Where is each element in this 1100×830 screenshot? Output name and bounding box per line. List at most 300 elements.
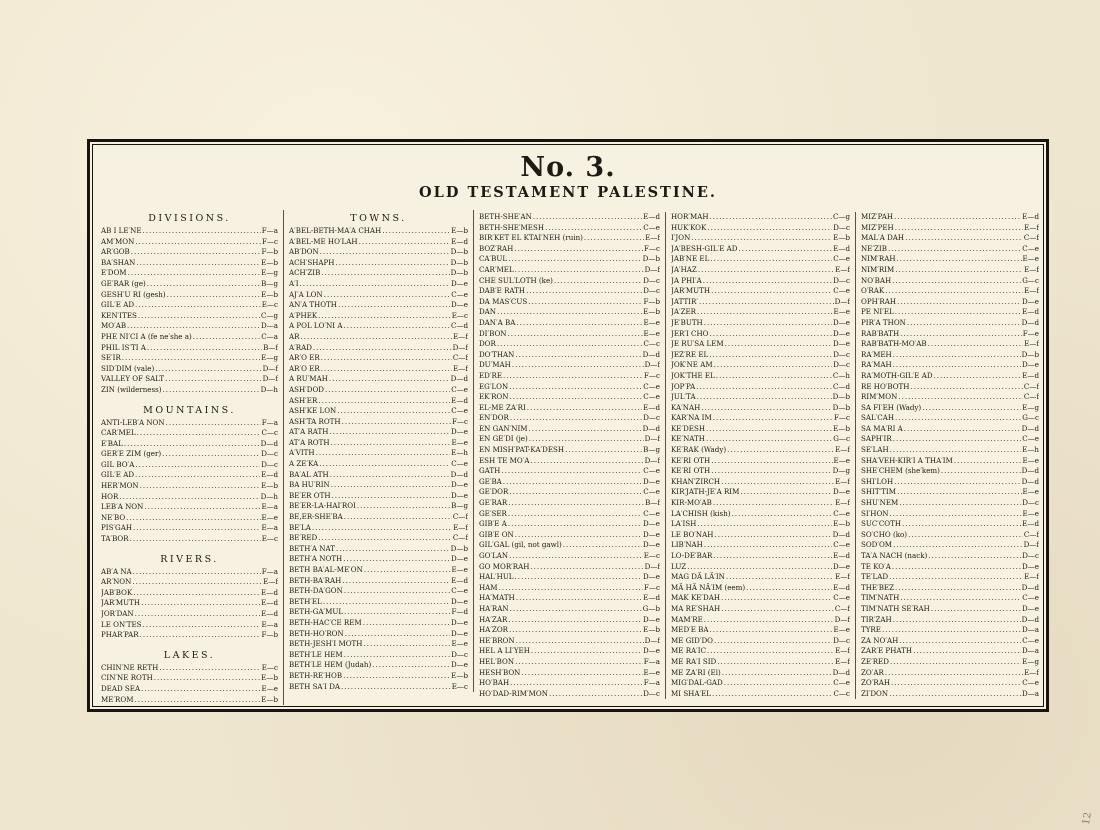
place-name: SAL′CAH	[861, 413, 895, 423]
place-entry	[861, 434, 1039, 445]
place-name: BIR′KET EL KTAI′NEH (ruin)	[479, 233, 583, 243]
place-entry	[861, 265, 1039, 276]
leader-dots	[895, 265, 1023, 276]
leader-dots	[516, 636, 644, 647]
leader-dots	[342, 576, 450, 587]
place-entry	[101, 374, 278, 385]
place-name: CA′BUL	[479, 254, 508, 264]
leader-dots	[508, 254, 642, 265]
place-name: JOP′PA	[671, 381, 696, 391]
grid-reference: F—c	[834, 413, 850, 423]
leader-dots	[706, 434, 832, 445]
place-entry	[861, 329, 1039, 340]
place-entry	[861, 466, 1039, 477]
place-name: TE KO′A	[861, 561, 891, 571]
grid-reference: E—g	[1022, 402, 1039, 412]
grid-reference: E—c	[261, 300, 278, 310]
place-name: AR′GOB	[101, 247, 130, 257]
place-name: EN GAN′NIM	[479, 423, 528, 433]
place-entry	[861, 487, 1039, 498]
place-entry	[101, 418, 278, 429]
grid-reference: C—d	[832, 381, 850, 391]
place-entry	[861, 254, 1039, 265]
grid-reference: E—b	[261, 694, 278, 704]
place-entry	[861, 371, 1039, 382]
grid-reference: D—b	[450, 543, 468, 553]
place-name: OPH′RAH	[861, 296, 897, 306]
place-name: KAR′NA IM	[671, 413, 712, 423]
leader-dots	[372, 660, 450, 671]
place-entry	[479, 276, 660, 287]
leader-dots	[155, 364, 261, 375]
grid-reference: E—e	[261, 683, 278, 693]
place-entry	[671, 646, 850, 657]
leader-dots	[941, 466, 1021, 477]
place-entry	[289, 459, 468, 470]
place-name: AB′DON	[289, 247, 319, 257]
grid-reference: E—f	[835, 498, 850, 508]
leader-dots	[897, 487, 1022, 498]
grid-reference: C—a	[261, 331, 278, 341]
place-entry	[101, 663, 278, 674]
leader-dots	[710, 212, 832, 223]
place-entry	[289, 258, 468, 269]
place-entry	[101, 609, 278, 620]
place-entry	[479, 445, 660, 456]
leader-dots	[364, 565, 451, 576]
place-entry	[671, 265, 850, 276]
leader-dots	[331, 480, 450, 491]
place-name: JA′BESH-GIL′E AD	[671, 243, 738, 253]
leader-dots	[709, 329, 832, 340]
place-entry	[671, 657, 850, 668]
grid-reference: C—c	[643, 339, 660, 349]
leader-dots	[134, 695, 260, 706]
place-entry	[861, 244, 1039, 255]
leader-dots	[713, 413, 833, 424]
place-name: ACH′ZIB	[289, 268, 321, 278]
leader-dots	[709, 350, 832, 361]
leader-dots	[913, 646, 1021, 657]
place-name: HA′ZAR	[479, 614, 508, 624]
grid-reference: C—e	[643, 392, 660, 402]
leader-dots	[508, 615, 642, 626]
place-entry	[861, 562, 1039, 573]
leader-dots	[711, 286, 832, 297]
section-spacer	[101, 641, 278, 647]
grid-reference: E—b	[833, 519, 850, 529]
grid-reference: D—f	[644, 360, 660, 370]
place-name: VALLEY OF SALT	[101, 374, 165, 384]
place-name: ANTI-LEB′A NON	[101, 417, 165, 427]
place-entry	[479, 329, 660, 340]
place-name: TA′BOR	[101, 534, 129, 544]
place-name: AR′NON	[101, 577, 132, 587]
leader-dots	[507, 329, 642, 340]
leader-dots	[323, 597, 450, 608]
leader-dots	[140, 481, 261, 492]
place-name: TYRE	[861, 625, 881, 635]
place-entry	[479, 615, 660, 626]
place-entry	[671, 487, 850, 498]
leader-dots	[885, 286, 1023, 297]
section-heading: LAKES.	[163, 649, 216, 661]
grid-reference: B—g	[451, 501, 468, 511]
grid-reference: E—e	[451, 437, 468, 447]
grid-reference: D—a	[260, 321, 278, 331]
leader-dots	[898, 392, 1023, 403]
leader-dots	[954, 456, 1022, 467]
place-name: DI′BON	[479, 328, 507, 338]
grid-reference: E—d	[1022, 307, 1039, 317]
leader-dots	[888, 244, 1021, 255]
leader-dots	[740, 487, 832, 498]
place-name: GE′DOR	[479, 487, 509, 497]
grid-reference: D—f	[262, 374, 278, 384]
grid-reference: E—e	[261, 512, 278, 522]
place-entry	[671, 434, 850, 445]
place-entry	[289, 533, 468, 544]
place-name: CIN′NE ROTH	[101, 673, 153, 683]
leader-dots	[508, 519, 642, 530]
index-column-3	[474, 212, 666, 699]
leader-dots	[554, 276, 642, 287]
section-spacer	[101, 545, 278, 551]
place-entry	[289, 396, 468, 407]
leader-dots	[510, 604, 642, 615]
leader-dots	[890, 445, 1021, 456]
place-entry	[479, 583, 660, 594]
place-name: AM′MON	[101, 236, 135, 246]
grid-reference: D—c	[643, 286, 660, 296]
place-name: BETH-HAC′CE REM	[289, 617, 362, 627]
grid-reference: E—d	[643, 402, 660, 412]
place-name: JAB′BOK	[101, 587, 133, 597]
leader-dots	[687, 562, 832, 573]
place-entry	[671, 615, 850, 626]
place-entry	[289, 237, 468, 248]
place-entry	[671, 583, 850, 594]
place-entry	[101, 364, 278, 375]
place-entry	[479, 689, 660, 700]
grid-reference: E—c	[643, 551, 660, 560]
leader-dots	[193, 332, 260, 343]
leader-dots	[713, 498, 834, 509]
place-name: A POL LO′NI A	[289, 321, 343, 331]
grid-reference: D—f	[644, 434, 660, 444]
grid-reference: C—f	[1023, 392, 1039, 402]
grid-reference: C—e	[451, 384, 468, 394]
leader-dots	[321, 364, 452, 375]
place-entry	[861, 477, 1039, 488]
grid-reference: D—d	[642, 349, 660, 359]
grid-reference: D—e	[1022, 360, 1039, 370]
grid-reference: E—e	[1022, 254, 1039, 264]
grid-reference: D—e	[643, 529, 660, 539]
place-entry	[479, 625, 660, 636]
grid-reference: D—b	[832, 402, 850, 412]
place-name: ZA NO′AH	[861, 635, 899, 645]
leader-dots	[126, 513, 260, 524]
place-name: DU′MAH	[479, 360, 511, 370]
leader-dots	[899, 498, 1021, 509]
place-entry	[101, 321, 278, 332]
grid-reference: C—e	[1022, 243, 1039, 253]
place-name: BE′LA	[289, 522, 311, 532]
place-name: ME RA′I SID	[671, 656, 717, 666]
place-name: MAK KE′DAH	[671, 593, 721, 603]
place-name: ME RA′IC	[671, 646, 707, 656]
leader-dots	[337, 406, 450, 417]
leader-dots	[515, 265, 644, 276]
grid-reference: E—d	[643, 212, 660, 221]
place-name: ME ZA′RI (El)	[671, 667, 721, 677]
place-name: BE′RED	[289, 533, 318, 543]
place-entry	[671, 329, 850, 340]
leader-dots	[907, 318, 1021, 329]
place-name: NO′BAH	[861, 275, 892, 285]
place-name: DAB′E RATH	[479, 286, 526, 296]
leader-dots	[549, 689, 642, 700]
place-name: AR′O ER	[289, 363, 320, 373]
leader-dots	[530, 562, 643, 573]
grid-reference: E—b	[261, 289, 278, 299]
place-entry	[861, 339, 1039, 350]
grid-reference: E—d	[451, 236, 468, 246]
grid-reference: E—g	[261, 353, 278, 363]
place-name: MÄ HÄ NÄ′IM (eem)	[671, 582, 746, 592]
leader-dots	[892, 562, 1021, 573]
place-name: ASH′ER	[289, 395, 318, 405]
leader-dots	[127, 321, 260, 332]
place-entry	[861, 678, 1039, 689]
place-entry	[479, 487, 660, 498]
leader-dots	[135, 609, 261, 620]
place-name: GE′BA	[479, 476, 502, 486]
leader-dots	[527, 403, 642, 414]
place-name: PHE NI′CI A (fe ne′she a)	[101, 331, 192, 341]
grid-reference: E—a	[261, 523, 278, 533]
place-entry	[861, 509, 1039, 520]
grid-reference: E—f	[1024, 667, 1039, 677]
place-name: SHI′LOH	[861, 476, 894, 486]
grid-reference: C—e	[833, 286, 850, 296]
leader-dots	[893, 434, 1022, 445]
grid-reference: C—e	[1022, 635, 1039, 645]
leader-dots	[133, 588, 260, 599]
place-name: SHA′VEH-KIR′I A THA′IM	[861, 455, 953, 465]
place-name: HAM	[479, 582, 498, 592]
leader-dots	[141, 684, 260, 695]
place-name: BE′ER OTH	[289, 490, 331, 500]
place-entry	[861, 233, 1039, 244]
place-name: LA′CHISH (kish)	[671, 508, 731, 518]
grid-reference: E—f	[835, 264, 850, 274]
grid-reference: D—c	[261, 459, 278, 469]
grid-reference: D—c	[261, 449, 278, 459]
grid-reference: D—b	[450, 247, 468, 257]
place-entry	[289, 364, 468, 375]
place-name: HAL′HUL	[479, 572, 514, 582]
place-entry	[289, 597, 468, 608]
place-name: CAR′MEL	[101, 428, 136, 438]
grid-reference: D—c	[833, 275, 850, 285]
place-name: BE′ER-LA-HAI′ROI	[289, 501, 356, 511]
place-entry	[289, 512, 468, 523]
index-column-2	[284, 210, 474, 692]
grid-reference: D—c	[833, 360, 850, 370]
grid-reference: C—g	[260, 310, 278, 320]
place-entry	[671, 625, 850, 636]
grid-reference: D—d	[1021, 423, 1039, 433]
place-name: SI′HON	[861, 508, 889, 518]
leader-dots	[512, 360, 644, 371]
place-entry	[861, 689, 1039, 700]
grid-reference: E—c	[261, 662, 278, 672]
leader-dots	[137, 428, 261, 439]
leader-dots	[893, 350, 1021, 361]
place-entry	[289, 671, 468, 682]
place-entry	[861, 212, 1039, 223]
grid-reference: E—d	[1022, 519, 1039, 529]
leader-dots	[721, 604, 834, 615]
grid-reference: C—c	[833, 688, 850, 698]
leader-dots	[363, 618, 450, 629]
place-name: MED′E BA	[671, 625, 709, 635]
place-entry	[101, 353, 278, 364]
leader-dots	[357, 501, 450, 512]
leader-dots	[167, 290, 261, 301]
leader-dots	[891, 678, 1021, 689]
place-name: AB′A NA	[101, 566, 132, 576]
grid-reference: D—d	[1021, 476, 1039, 486]
section-heading: RIVERS.	[160, 553, 219, 565]
leader-dots	[135, 300, 261, 311]
place-entry	[289, 523, 468, 534]
leader-dots	[895, 223, 1023, 234]
place-entry	[671, 540, 850, 551]
grid-reference: C—e	[643, 508, 660, 518]
grid-reference: E—f	[835, 445, 850, 455]
leader-dots	[321, 268, 449, 279]
grid-reference: C—e	[833, 254, 850, 264]
place-name: LEB′A NON	[101, 502, 144, 512]
grid-reference: B—f	[263, 342, 278, 352]
leader-dots	[515, 530, 642, 541]
place-name: LIB′NAH	[671, 540, 703, 550]
leader-dots	[144, 502, 260, 513]
leader-dots	[711, 466, 831, 477]
place-entry	[671, 551, 850, 562]
place-entry	[101, 247, 278, 258]
place-entry	[289, 448, 468, 459]
place-entry	[101, 684, 278, 695]
place-name: SHU′NEM	[861, 498, 899, 508]
grid-reference: E—d	[833, 243, 850, 253]
leader-dots	[704, 540, 832, 551]
gazetteer-frame	[87, 139, 1049, 712]
leader-dots	[163, 385, 260, 396]
place-entry	[289, 565, 468, 576]
grid-reference: D—d	[1021, 317, 1039, 327]
place-entry	[479, 593, 660, 604]
place-entry	[289, 544, 468, 555]
place-entry	[101, 268, 278, 279]
leader-dots	[565, 445, 642, 456]
place-name: MAG DÄ LÄ′IN	[671, 572, 725, 582]
place-entry	[861, 307, 1039, 318]
place-name: ZO′AR	[861, 667, 884, 677]
grid-reference: E—d	[1022, 212, 1039, 221]
leader-dots	[897, 254, 1022, 265]
place-name: AR	[289, 331, 300, 341]
place-name: GATH	[479, 466, 501, 476]
place-name: BETH′A NAT	[289, 543, 335, 553]
leader-dots	[922, 403, 1021, 414]
grid-reference: D—e	[833, 328, 850, 338]
place-entry	[479, 244, 660, 255]
leader-dots	[510, 413, 642, 424]
place-entry	[861, 286, 1039, 297]
place-entry	[479, 509, 660, 520]
place-entry	[861, 604, 1039, 615]
place-name: O′RAK	[861, 286, 885, 296]
leader-dots	[324, 290, 451, 301]
grid-reference: C—e	[643, 466, 660, 476]
place-name: BETH-RE′HOB	[289, 670, 343, 680]
leader-dots	[316, 448, 451, 459]
leader-dots	[132, 577, 262, 588]
leader-dots	[344, 650, 451, 661]
grid-reference: D—e	[643, 646, 660, 656]
place-entry	[289, 470, 468, 481]
place-name: GO′LAN	[479, 551, 509, 560]
grid-reference: E—f	[1024, 286, 1039, 296]
grid-reference: E—b	[643, 307, 660, 317]
place-entry	[671, 318, 850, 329]
leader-dots	[325, 385, 450, 396]
leader-dots	[515, 657, 643, 668]
grid-reference: C—e	[833, 540, 850, 550]
leader-dots	[516, 593, 642, 604]
place-entry	[479, 657, 660, 668]
section-heading: DIVISIONS.	[148, 213, 231, 224]
place-name: MI SHA′EL	[671, 688, 711, 698]
place-entry	[479, 254, 660, 265]
place-name: DA MAS′CUS	[479, 296, 528, 306]
leader-dots	[894, 477, 1021, 488]
leader-dots	[363, 639, 450, 650]
place-entry	[861, 223, 1039, 234]
place-entry	[671, 636, 850, 647]
place-name: AT′A ROTH	[289, 437, 330, 447]
grid-reference: F—c	[644, 243, 660, 253]
place-name: CHIN′NE RETH	[101, 662, 159, 672]
place-entry	[479, 360, 660, 371]
place-entry	[101, 567, 278, 578]
leader-dots	[738, 244, 832, 255]
place-entry	[101, 502, 278, 513]
place-name: PIS′GAH	[101, 523, 133, 533]
leader-dots	[526, 286, 642, 297]
place-entry	[479, 562, 660, 573]
place-name: TIR′ZAH	[861, 614, 892, 624]
leader-dots	[714, 360, 833, 371]
place-entry	[289, 682, 468, 693]
place-entry	[671, 593, 850, 604]
grid-reference: D—f	[1023, 540, 1039, 550]
place-name: TA′A NACH (nack)	[861, 551, 928, 560]
